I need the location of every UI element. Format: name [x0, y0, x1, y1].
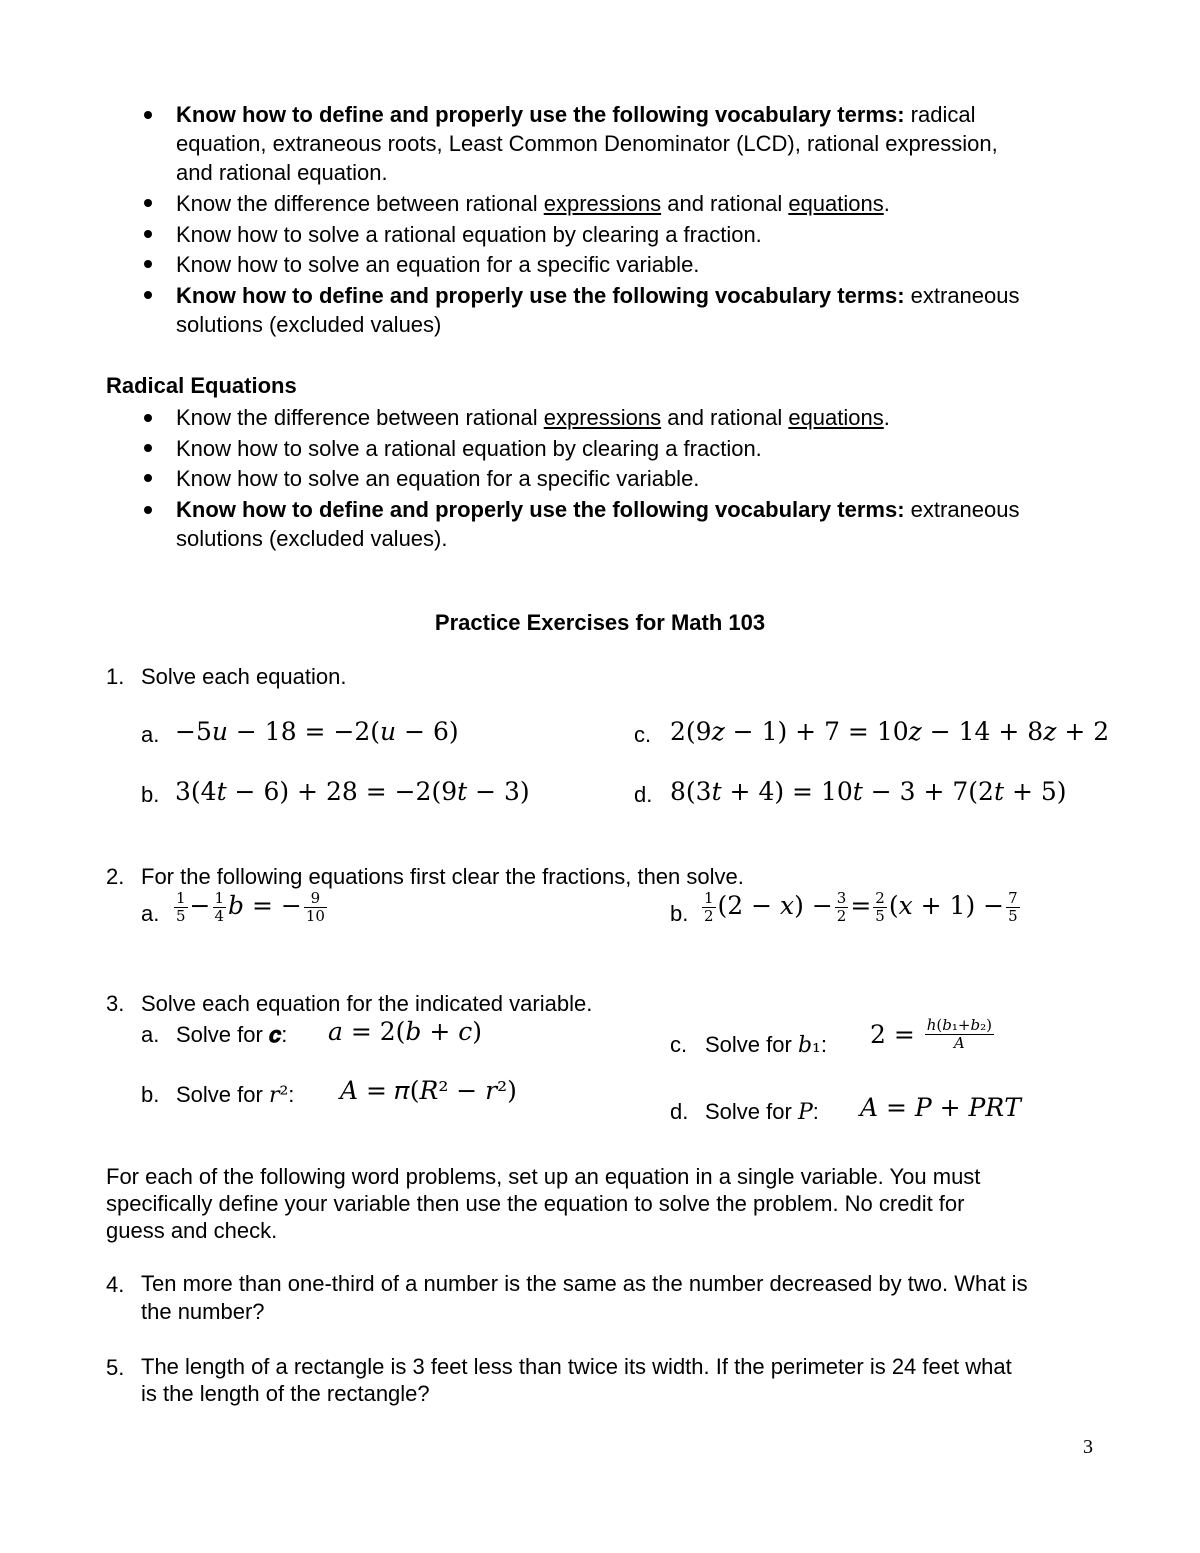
equation: −5𝑢 − 18 = −2(𝑢 − 6) [175, 717, 459, 746]
equation: $\frac{1}{5}$ − $\frac{1}{4}$ 𝑏 = − $\frac{9}{10}$ [176, 889, 325, 925]
part-label: c. [670, 1032, 688, 1057]
bullet-icon [144, 111, 152, 119]
question-text: Ten more than one-third of a number is the same as the number decreased by two. What is the number? [141, 1271, 1028, 1324]
equation: 8(3𝑡 + 4) = 10𝑡 − 3 + 7(2𝑡 + 5) [670, 777, 1067, 806]
part-label: a. [141, 901, 160, 926]
section-heading: Radical Equations [106, 373, 297, 398]
list-item: Know how to solve a rational equation by clearing a fraction. [176, 436, 762, 461]
part-label: d. [634, 782, 653, 807]
fraction: $\frac{1}{4}$ [214, 889, 225, 925]
question-number: 1. [106, 664, 125, 689]
list-item: Know how to solve an equation for a specific variable. [176, 252, 700, 277]
equation: 𝐴 = 𝑃 + 𝑃𝑅𝑇 [860, 1093, 1021, 1122]
bullet-icon [144, 414, 152, 422]
fraction: $\frac{3}{2}$ [836, 889, 847, 925]
question-number: 3. [106, 991, 125, 1016]
part-label: b. [141, 782, 160, 807]
fraction: $\frac{7}{5}$ [1008, 889, 1018, 925]
equation: 3(4𝑡 − 6) + 28 = −2(9𝑡 − 3) [175, 777, 530, 806]
bullet-icon [144, 474, 152, 482]
question-number: 5. [106, 1355, 125, 1380]
bullet-icon [144, 444, 152, 452]
solve-for-label: Solve for 𝑟²: [176, 1082, 295, 1108]
fraction: $\frac{9}{10}$ [305, 889, 325, 925]
equation: 𝐴 = 𝜋(𝑅² − 𝑟²) [340, 1076, 517, 1105]
solve-for-label: Solve for 𝑃: [705, 1099, 819, 1125]
fraction: $\frac{1}{2}$ [704, 889, 714, 925]
equation: $\frac{1}{2}$ (2 − 𝑥) − $\frac{3}{2}$ = $\frac{2}{5}$ (𝑥 + 1) − $\frac{7}{5}$ [704, 889, 1018, 925]
question-text: Solve each equation. [141, 664, 347, 689]
part-label: a. [141, 1022, 160, 1047]
list-item: Know how to define and properly use the following vocabulary terms: radical equation, extraneous roots, Least Common Denominator (LCD), rational expression, and rational equation. [176, 102, 998, 185]
list-item: Know how to define and properly use the following vocabulary terms: extraneous solutions (excluded values). [176, 497, 1020, 551]
fraction: $\frac{\text{ℎ(𝑏₁+𝑏₂)}}{\text{𝐴}}$ [926, 1016, 992, 1052]
equation: 𝑎 = 2(𝑏 + 𝑐) [328, 1017, 483, 1046]
equation: 2 = $\frac{\text{ℎ(𝑏₁+𝑏₂)}}{\text{𝐴}}$ [870, 1016, 992, 1052]
question-text: Solve each equation for the indicated variable. [141, 991, 593, 1016]
instructions: For each of the following word problems, set up an equation in a single variable. You must specifically define your variable then use the equation to solve the problem. No credit for guess and check. [106, 1164, 981, 1243]
bullet-icon [144, 260, 152, 268]
question-text: For the following equations first clear the fractions, then solve. [141, 864, 744, 889]
question-number: 4. [106, 1272, 125, 1297]
list-item: Know the difference between rational expressions and rational equations. [176, 191, 890, 216]
solve-for-label: Solve for 𝑏₁: [705, 1032, 827, 1058]
bullet-icon [144, 199, 152, 207]
bullet-icon [144, 291, 152, 299]
list-item: Know how to solve a rational equation by clearing a fraction. [176, 222, 762, 247]
part-label: d. [670, 1099, 689, 1124]
fraction: $\frac{1}{5}$ [176, 889, 186, 925]
question-text: The length of a rectangle is 3 feet less than twice its width. If the perimeter is 24 feet what is the length of the rectangle? [141, 1354, 1012, 1406]
part-label: b. [141, 1082, 160, 1107]
part-label: b. [670, 901, 689, 926]
question-number: 2. [106, 864, 125, 889]
equation: 2(9𝑧 − 1) + 7 = 10𝑧 − 14 + 8𝑧 + 2 [670, 717, 1110, 746]
page-title: Practice Exercises for Math 103 [434, 610, 766, 635]
part-label: a. [141, 722, 160, 747]
bullet-icon [144, 506, 152, 514]
fraction: $\frac{2}{5}$ [875, 889, 885, 925]
list-item: Know the difference between rational expressions and rational equations. [176, 405, 890, 430]
solve-for-label: Solve for 𝒄: [176, 1022, 288, 1048]
bullet-icon [144, 230, 152, 238]
part-label: c. [634, 722, 652, 747]
list-item: Know how to solve an equation for a specific variable. [176, 466, 700, 491]
page-number: 3 [1083, 1436, 1093, 1458]
list-item: Know how to define and properly use the following vocabulary terms: extraneous solutions (excluded values) [176, 283, 1020, 337]
